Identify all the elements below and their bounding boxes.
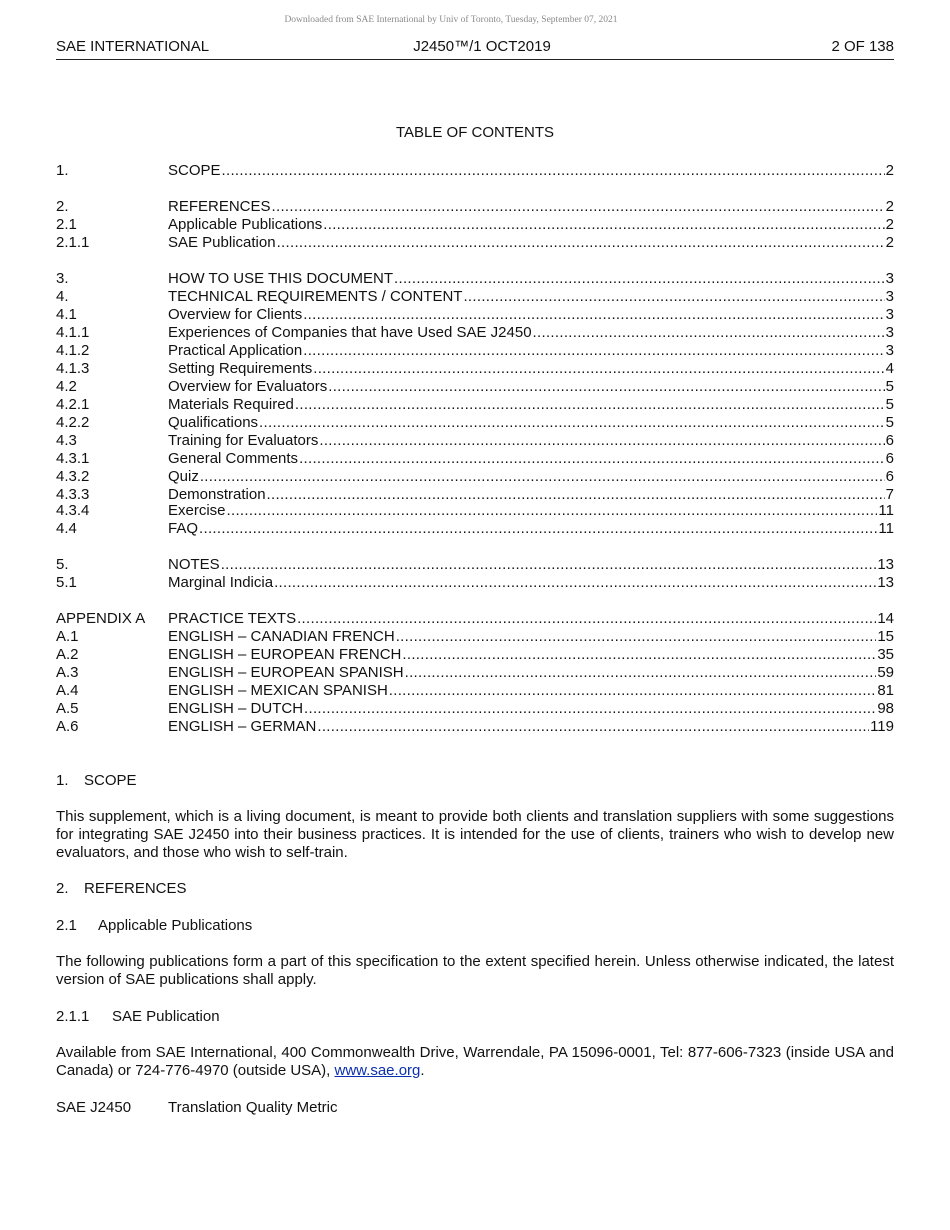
toc-entry[interactable] <box>56 610 894 628</box>
toc-dot-leader <box>199 520 877 538</box>
sae-website-link[interactable]: www.sae.org <box>334 1062 421 1079</box>
toc-dot-leader <box>277 234 885 252</box>
toc-entry-label: HOW TO USE THIS DOCUMENT <box>168 270 394 287</box>
toc-entry-line <box>168 520 894 538</box>
toc-entry-line <box>168 700 894 718</box>
toc-entry-page: 35 <box>877 646 894 663</box>
toc-entry-line <box>168 324 894 342</box>
sae-publication-paragraph <box>56 1044 894 1080</box>
toc-dot-leader <box>259 414 885 432</box>
toc-entry-label: Overview for Evaluators <box>168 378 328 395</box>
section-number: 2.1 <box>56 917 77 934</box>
toc-entry[interactable] <box>56 216 894 234</box>
toc-entry[interactable] <box>56 664 894 682</box>
toc-entry-page: 6 <box>885 468 894 485</box>
toc-entry[interactable] <box>56 396 894 414</box>
section-heading-applicable-publications <box>56 917 894 935</box>
toc-entry-line <box>168 342 894 360</box>
toc-entry-label: ENGLISH – MEXICAN SPANISH <box>168 682 388 699</box>
page-header <box>56 38 894 60</box>
toc-entry-page: 3 <box>885 324 894 341</box>
toc-entry[interactable] <box>56 288 894 306</box>
toc-entry-number: 4.1.2 <box>56 342 90 359</box>
toc-entry-page: 119 <box>870 718 894 735</box>
toc-entry[interactable] <box>56 556 894 574</box>
toc-entry[interactable] <box>56 324 894 342</box>
toc-entry-number: 4.2.1 <box>56 396 90 413</box>
section-number: 2. <box>56 880 69 897</box>
toc-entry-label: Materials Required <box>168 396 294 413</box>
toc-entry-label: TECHNICAL REQUIREMENTS / CONTENT <box>168 288 463 305</box>
toc-entry-page: 5 <box>885 414 894 431</box>
toc-entry-page: 3 <box>885 342 894 359</box>
toc-entry[interactable] <box>56 682 894 700</box>
toc-dot-leader <box>274 574 876 592</box>
toc-entry-line <box>168 234 894 252</box>
download-watermark: Downloaded from SAE International by Univ of Toronto, Tuesday, September 07, 2021 <box>284 15 618 25</box>
toc-entry[interactable] <box>56 520 894 538</box>
toc-entry[interactable] <box>56 198 894 216</box>
toc-entry-label: Demonstration <box>168 486 266 503</box>
toc-entry-number: APPENDIX A <box>56 610 146 627</box>
toc-entry-line <box>168 198 894 216</box>
toc-entry-line <box>168 288 894 306</box>
toc-dot-leader <box>222 162 885 180</box>
toc-entry-label: ENGLISH – CANADIAN FRENCH <box>168 628 395 645</box>
toc-dot-leader <box>533 324 885 342</box>
toc-entry[interactable] <box>56 628 894 646</box>
toc-entry-number: 4.1.3 <box>56 360 90 377</box>
section-number: 2.1.1 <box>56 1008 90 1025</box>
toc-entry-label: SAE Publication <box>168 234 276 251</box>
toc-dot-leader <box>304 700 876 718</box>
toc-entry-page: 98 <box>877 700 894 717</box>
availability-text: Available from SAE International, 400 Commonwealth Drive, Warrendale, PA 15096-0001, Tel: 877-606-7323 (inside USA and Canada) or 724-776-4970 (outside USA), <box>56 1044 894 1079</box>
toc-entry-page: 14 <box>877 610 894 627</box>
toc-entry-line <box>168 162 894 180</box>
header-document-id: J2450™/1 OCT2019 <box>413 38 551 55</box>
toc-entry-page: 3 <box>885 306 894 323</box>
toc-entry-line <box>168 414 894 432</box>
toc-entry-line <box>168 468 894 486</box>
toc-entry-number: 4.1 <box>56 306 77 323</box>
toc-entry-page: 6 <box>885 432 894 449</box>
toc-dot-leader <box>394 270 885 288</box>
toc-dot-leader <box>463 288 884 306</box>
toc-entry-label: PRACTICE TEXTS <box>168 610 297 627</box>
section-heading-sae-publication <box>56 1008 894 1026</box>
toc-entry-number: 4.2 <box>56 378 77 395</box>
toc-dot-leader <box>200 468 885 486</box>
toc-dot-leader <box>328 378 884 396</box>
toc-entry[interactable] <box>56 432 894 450</box>
toc-entry-number: 2. <box>56 198 69 215</box>
toc-entry-page: 59 <box>877 664 894 681</box>
toc-entry-page: 3 <box>885 270 894 287</box>
toc-entry-page: 5 <box>885 396 894 413</box>
toc-entry-line <box>168 610 894 628</box>
toc-entry-label: Applicable Publications <box>168 216 323 233</box>
toc-entry-label: Setting Requirements <box>168 360 313 377</box>
toc-dot-leader <box>402 646 876 664</box>
reference-entry <box>56 1099 894 1117</box>
toc-entry-page: 6 <box>885 450 894 467</box>
toc-entry[interactable] <box>56 450 894 468</box>
toc-entry-line <box>168 432 894 450</box>
toc-entry[interactable] <box>56 468 894 486</box>
toc-entry-number: A.6 <box>56 718 79 735</box>
toc-dot-leader <box>303 342 884 360</box>
toc-entry-number: 4. <box>56 288 69 305</box>
toc-dot-leader <box>313 360 884 378</box>
toc-entry[interactable] <box>56 360 894 378</box>
toc-entry-number: 5.1 <box>56 574 77 591</box>
header-page-number: 2 OF 138 <box>831 38 894 55</box>
toc-entry-number: 4.3.4 <box>56 502 90 519</box>
toc-entry-label: General Comments <box>168 450 299 467</box>
toc-dot-leader <box>405 664 877 682</box>
toc-entry-label: Marginal Indicia <box>168 574 274 591</box>
toc-entry-number: A.1 <box>56 628 79 645</box>
toc-entry-page: 13 <box>877 556 894 573</box>
toc-entry-label: ENGLISH – DUTCH <box>168 700 304 717</box>
toc-entry-page: 11 <box>878 502 894 519</box>
toc-entry-label: ENGLISH – GERMAN <box>168 718 317 735</box>
toc-entry-line <box>168 574 894 592</box>
toc-dot-leader <box>272 198 885 216</box>
toc-dot-leader <box>389 682 877 700</box>
toc-entry-label: Overview for Clients <box>168 306 303 323</box>
toc-entry-number: 4.1.1 <box>56 324 90 341</box>
toc-entry-line <box>168 664 894 682</box>
toc-entry-page: 3 <box>885 288 894 305</box>
header-publisher: SAE INTERNATIONAL <box>56 38 210 55</box>
toc-entry-number: 4.3.2 <box>56 468 90 485</box>
toc-entry-label: REFERENCES <box>168 198 271 215</box>
toc-dot-leader <box>303 306 884 324</box>
toc-entry-number: A.3 <box>56 664 79 681</box>
toc-dot-leader <box>323 216 884 234</box>
toc-entry-page: 2 <box>885 198 894 215</box>
toc-entry-label: ENGLISH – EUROPEAN SPANISH <box>168 664 404 681</box>
toc-entry-number: 2.1.1 <box>56 234 90 251</box>
toc-entry-number: A.4 <box>56 682 79 699</box>
toc-entry[interactable] <box>56 646 894 664</box>
toc-entry-number: 4.2.2 <box>56 414 90 431</box>
section-number: 1. <box>56 772 69 789</box>
toc-entry-number: 5. <box>56 556 69 573</box>
toc-entry-label: NOTES <box>168 556 220 573</box>
toc-entry[interactable] <box>56 342 894 360</box>
toc-entry-page: 2 <box>885 162 894 179</box>
toc-dot-leader <box>319 432 884 450</box>
toc-entry-line <box>168 718 894 736</box>
toc-entry-number: A.5 <box>56 700 79 717</box>
section-title: SCOPE <box>84 772 137 789</box>
toc-entry-page: 11 <box>878 520 894 537</box>
toc-entry-page: 13 <box>877 574 894 591</box>
toc-title: TABLE OF CONTENTS <box>395 124 555 141</box>
toc-entry-number: 4.3 <box>56 432 77 449</box>
toc-entry[interactable] <box>56 502 894 520</box>
toc-entry-page: 7 <box>885 486 894 503</box>
toc-dot-leader <box>299 450 885 468</box>
toc-entry-label: Quiz <box>168 468 199 485</box>
toc-entry-page: 2 <box>885 234 894 251</box>
toc-entry-label: Training for Evaluators <box>168 432 319 449</box>
toc-entry[interactable] <box>56 162 894 180</box>
toc-entry-page: 5 <box>885 378 894 395</box>
toc-entry[interactable] <box>56 414 894 432</box>
toc-entry-label: ENGLISH – EUROPEAN FRENCH <box>168 646 402 663</box>
toc-entry-page: 15 <box>877 628 894 645</box>
toc-entry[interactable] <box>56 234 894 252</box>
toc-entry[interactable] <box>56 574 894 592</box>
toc-entry-number: 3. <box>56 270 69 287</box>
section-title: Applicable Publications <box>98 917 253 934</box>
toc-dot-leader <box>317 718 869 736</box>
toc-entry-label: FAQ <box>168 520 199 537</box>
toc-entry[interactable] <box>56 718 894 736</box>
toc-dot-leader <box>227 502 878 520</box>
toc-entry-line <box>168 556 894 574</box>
toc-entry-label: Qualifications <box>168 414 259 431</box>
toc-entry-page: 4 <box>885 360 894 377</box>
reference-code: SAE J2450 <box>56 1099 132 1116</box>
applicable-publications-paragraph: The following publications form a part of this specification to the extent specified herein. Unless otherwise indicated, the latest version of SAE publications shall apply. <box>56 953 894 988</box>
toc-entry-number: 4.3.3 <box>56 486 90 503</box>
toc-entry-line <box>168 270 894 288</box>
section-heading-references <box>56 880 894 898</box>
toc-dot-leader <box>396 628 877 646</box>
toc-entry-line <box>168 682 894 700</box>
section-title: SAE Publication <box>112 1008 220 1025</box>
toc-dot-leader <box>221 556 877 574</box>
section-heading-scope <box>56 772 894 790</box>
toc-entry-number: A.2 <box>56 646 79 663</box>
toc-entry-label: SCOPE <box>168 162 221 179</box>
toc-entry-line <box>168 216 894 234</box>
toc-entry-line <box>168 628 894 646</box>
toc-entry-line <box>168 306 894 324</box>
toc-entry-number: 4.3.1 <box>56 450 90 467</box>
toc-entry-label: Exercise <box>168 502 226 519</box>
toc-entry-line <box>168 360 894 378</box>
toc-entry-page: 81 <box>877 682 894 699</box>
toc-entry-number: 2.1 <box>56 216 77 233</box>
toc-entry-number: 1. <box>56 162 69 179</box>
toc-entry-label: Experiences of Companies that have Used SAE J2450 <box>168 324 532 341</box>
toc-entry-line <box>168 450 894 468</box>
toc-entry[interactable] <box>56 306 894 324</box>
toc-dot-leader <box>295 396 885 414</box>
reference-title: Translation Quality Metric <box>168 1099 338 1116</box>
availability-text-end: . <box>420 1062 425 1079</box>
section-title: REFERENCES <box>84 880 187 897</box>
toc-entry-page: 2 <box>885 216 894 233</box>
toc-entry-number: 4.4 <box>56 520 77 537</box>
toc-entry[interactable] <box>56 378 894 396</box>
toc-entry-line <box>168 378 894 396</box>
toc-entry-line <box>168 502 894 520</box>
toc-entry-line <box>168 646 894 664</box>
toc-entry[interactable] <box>56 270 894 288</box>
toc-entry-line <box>168 396 894 414</box>
toc-entry-label: Practical Application <box>168 342 303 359</box>
toc-dot-leader <box>297 610 876 628</box>
scope-paragraph: This supplement, which is a living document, is meant to provide both clients and translation suppliers with some suggestions for integrating SAE J2450 into their business practices. It is intended for the use of clients, trainers who wish to develop new evaluators, and those who wish to self-train. <box>56 808 894 861</box>
toc-entry[interactable] <box>56 700 894 718</box>
